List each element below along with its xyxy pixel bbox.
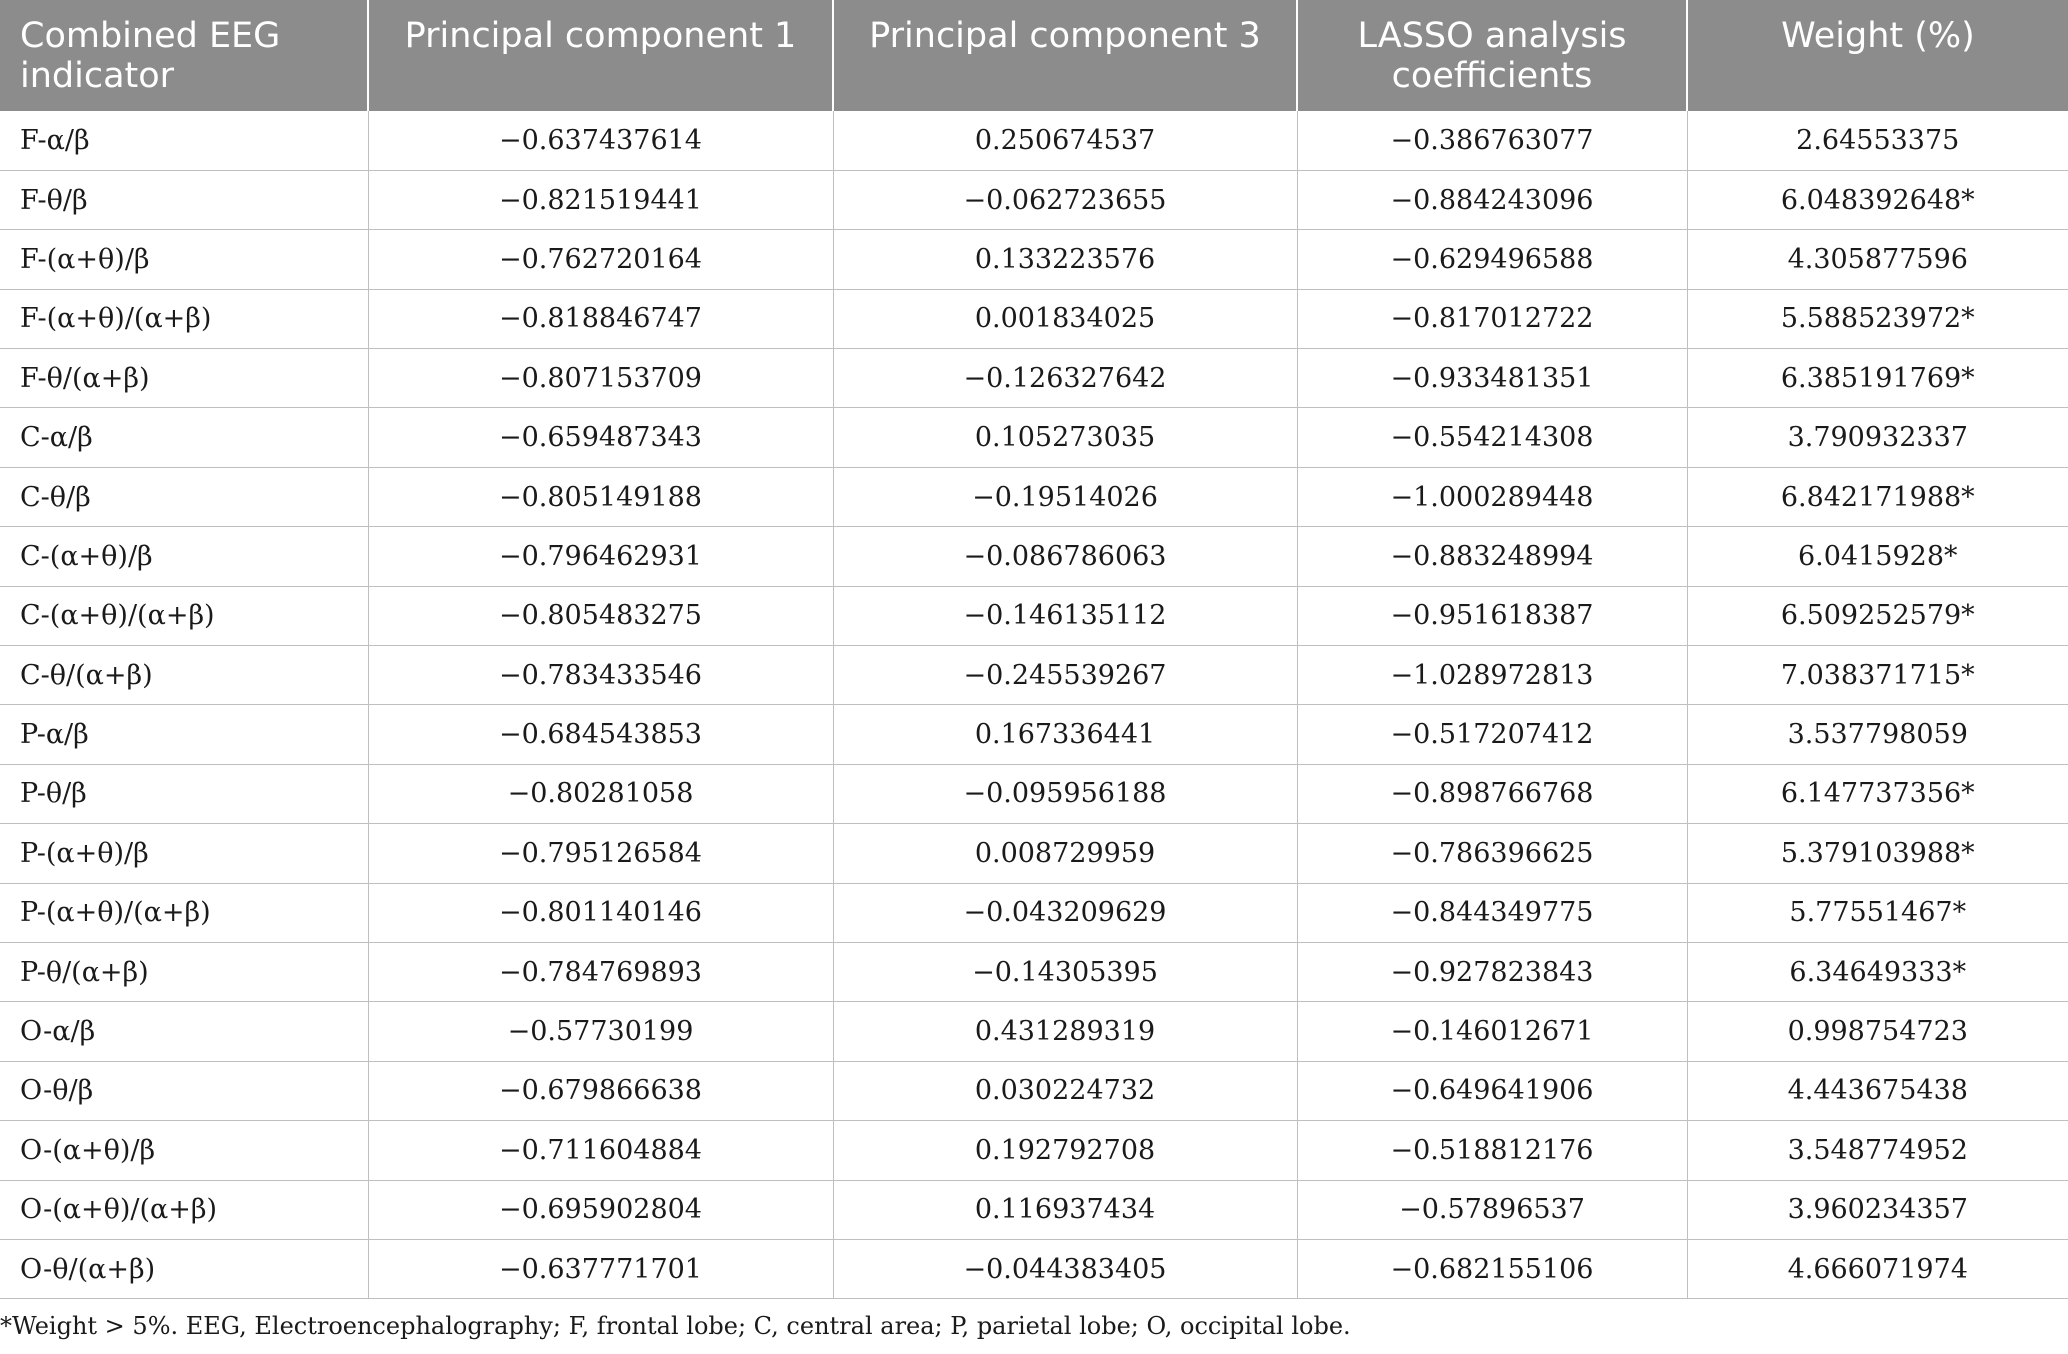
weight-cell: 4.666071974 [1687,1239,2068,1298]
header-line: Combined EEG [20,16,281,56]
pc1-cell: −0.807153709 [368,349,833,408]
pc3-cell: 0.192792708 [833,1121,1297,1180]
pc1-cell: −0.805149188 [368,467,833,526]
weight-cell: 6.147737356* [1687,764,2068,823]
header-principal-component-3 [833,0,1297,111]
pc3-cell: −0.044383405 [833,1239,1297,1298]
indicator-cell: P-(α+θ)/(α+β) [0,883,368,942]
indicator-cell: C-θ/β [0,467,368,526]
weight-cell: 0.998754723 [1687,1002,2068,1061]
pc1-cell: −0.659487343 [368,408,833,467]
header-line: LASSO analysis [1357,16,1627,56]
table-row [0,942,2068,1001]
indicator-cell: F-θ/β [0,170,368,229]
pc1-cell: −0.821519441 [368,170,833,229]
pc1-cell: −0.805483275 [368,586,833,645]
weight-cell: 5.588523972* [1687,289,2068,348]
weight-cell: 6.842171988* [1687,467,2068,526]
table-row [0,646,2068,705]
pc3-cell: 0.001834025 [833,289,1297,348]
pc1-cell: −0.796462931 [368,527,833,586]
weight-cell: 3.548774952 [1687,1121,2068,1180]
table-row [0,349,2068,408]
pc3-cell: 0.167336441 [833,705,1297,764]
indicator-cell: P-θ/β [0,764,368,823]
header-line: Principal component 1 [404,16,797,56]
indicator-cell: O-(α+θ)/β [0,1121,368,1180]
table-row [0,289,2068,348]
pc3-cell: 0.105273035 [833,408,1297,467]
indicator-cell: O-α/β [0,1002,368,1061]
table-row [0,1061,2068,1120]
table-row [0,527,2068,586]
lasso-cell: −0.629496588 [1297,230,1687,289]
lasso-cell: −0.844349775 [1297,883,1687,942]
pc1-cell: −0.818846747 [368,289,833,348]
pc1-cell: −0.801140146 [368,883,833,942]
lasso-cell: −1.000289448 [1297,467,1687,526]
table-row [0,111,2068,170]
indicator-cell: P-θ/(α+β) [0,942,368,1001]
weight-cell: 7.038371715* [1687,646,2068,705]
indicator-cell: F-θ/(α+β) [0,349,368,408]
pc3-cell: 0.431289319 [833,1002,1297,1061]
header-line: coefficients [1391,56,1593,96]
lasso-cell: −0.146012671 [1297,1002,1687,1061]
pc3-cell: 0.250674537 [833,111,1297,170]
pc3-cell: 0.133223576 [833,230,1297,289]
table-row [0,824,2068,883]
indicator-cell: P-(α+θ)/β [0,824,368,883]
pc3-cell: 0.008729959 [833,824,1297,883]
table-header [0,0,2068,111]
table-row [0,1180,2068,1239]
pc1-cell: −0.784769893 [368,942,833,1001]
weight-cell: 3.790932337 [1687,408,2068,467]
indicator-cell: F-(α+θ)/(α+β) [0,289,368,348]
pc3-cell: −0.086786063 [833,527,1297,586]
lasso-cell: −1.028972813 [1297,646,1687,705]
pc1-cell: −0.80281058 [368,764,833,823]
weight-cell: 5.379103988* [1687,824,2068,883]
weight-cell: 6.509252579* [1687,586,2068,645]
header-line: Principal component 3 [869,16,1261,56]
pc1-cell: −0.695902804 [368,1180,833,1239]
header-line: indicator [20,56,175,96]
table-row [0,408,2068,467]
lasso-cell: −0.386763077 [1297,111,1687,170]
pc3-cell: −0.126327642 [833,349,1297,408]
weight-cell: 2.64553375 [1687,111,2068,170]
pc1-cell: −0.783433546 [368,646,833,705]
table-row [0,1121,2068,1180]
indicator-cell: O-θ/(α+β) [0,1239,368,1298]
pc3-cell: −0.14305395 [833,942,1297,1001]
indicator-cell: O-(α+θ)/(α+β) [0,1180,368,1239]
pc3-cell: −0.062723655 [833,170,1297,229]
lasso-cell: −0.554214308 [1297,408,1687,467]
pc1-cell: −0.679866638 [368,1061,833,1120]
table-row [0,764,2068,823]
pc3-cell: −0.19514026 [833,467,1297,526]
pc3-cell: −0.245539267 [833,646,1297,705]
table-row [0,586,2068,645]
weight-cell: 3.537798059 [1687,705,2068,764]
pc3-cell: −0.146135112 [833,586,1297,645]
header-combined-eeg-indicator [0,0,368,111]
table-row [0,1002,2068,1061]
lasso-cell: −0.951618387 [1297,586,1687,645]
pc1-cell: −0.795126584 [368,824,833,883]
weight-cell: 6.34649333* [1687,942,2068,1001]
weight-cell: 5.77551467* [1687,883,2068,942]
header-lasso-coefficients [1297,0,1687,111]
table-footnote: *Weight > 5%. EEG, Electroencephalography; F, frontal lobe; C, central area; P, parietal lobe; O, occipital lobe. [0,1312,1351,1340]
indicator-cell: F-(α+θ)/β [0,230,368,289]
pc1-cell: −0.637437614 [368,111,833,170]
indicator-cell: C-(α+θ)/β [0,527,368,586]
lasso-cell: −0.817012722 [1297,289,1687,348]
lasso-cell: −0.927823843 [1297,942,1687,1001]
pc3-cell: 0.116937434 [833,1180,1297,1239]
indicator-cell: C-θ/(α+β) [0,646,368,705]
pc1-cell: −0.684543853 [368,705,833,764]
pc3-cell: 0.030224732 [833,1061,1297,1120]
weight-cell: 6.385191769* [1687,349,2068,408]
weight-cell: 6.0415928* [1687,527,2068,586]
pc3-cell: −0.095956188 [833,764,1297,823]
table-row [0,170,2068,229]
header-weight [1687,0,2068,111]
lasso-cell: −0.649641906 [1297,1061,1687,1120]
header-line: Weight (%) [1781,16,1975,56]
weight-cell: 4.305877596 [1687,230,2068,289]
weight-cell: 6.048392648* [1687,170,2068,229]
lasso-cell: −0.884243096 [1297,170,1687,229]
table-row [0,705,2068,764]
indicator-cell: C-(α+θ)/(α+β) [0,586,368,645]
table-row [0,230,2068,289]
weight-cell: 3.960234357 [1687,1180,2068,1239]
indicator-cell: F-α/β [0,111,368,170]
indicator-cell: O-θ/β [0,1061,368,1120]
lasso-cell: −0.898766768 [1297,764,1687,823]
header-row [0,0,2068,111]
pc1-cell: −0.637771701 [368,1239,833,1298]
pc1-cell: −0.762720164 [368,230,833,289]
weight-cell: 4.443675438 [1687,1061,2068,1120]
pc3-cell: −0.043209629 [833,883,1297,942]
pc1-cell: −0.711604884 [368,1121,833,1180]
lasso-cell: −0.883248994 [1297,527,1687,586]
lasso-cell: −0.57896537 [1297,1180,1687,1239]
lasso-cell: −0.517207412 [1297,705,1687,764]
header-principal-component-1 [368,0,833,111]
lasso-cell: −0.518812176 [1297,1121,1687,1180]
table-body [0,111,2068,1299]
lasso-cell: −0.933481351 [1297,349,1687,408]
lasso-cell: −0.682155106 [1297,1239,1687,1298]
indicator-cell: P-α/β [0,705,368,764]
table-row [0,467,2068,526]
pc1-cell: −0.57730199 [368,1002,833,1061]
table-row [0,1239,2068,1298]
lasso-cell: −0.786396625 [1297,824,1687,883]
indicator-cell: C-α/β [0,408,368,467]
table-row [0,883,2068,942]
